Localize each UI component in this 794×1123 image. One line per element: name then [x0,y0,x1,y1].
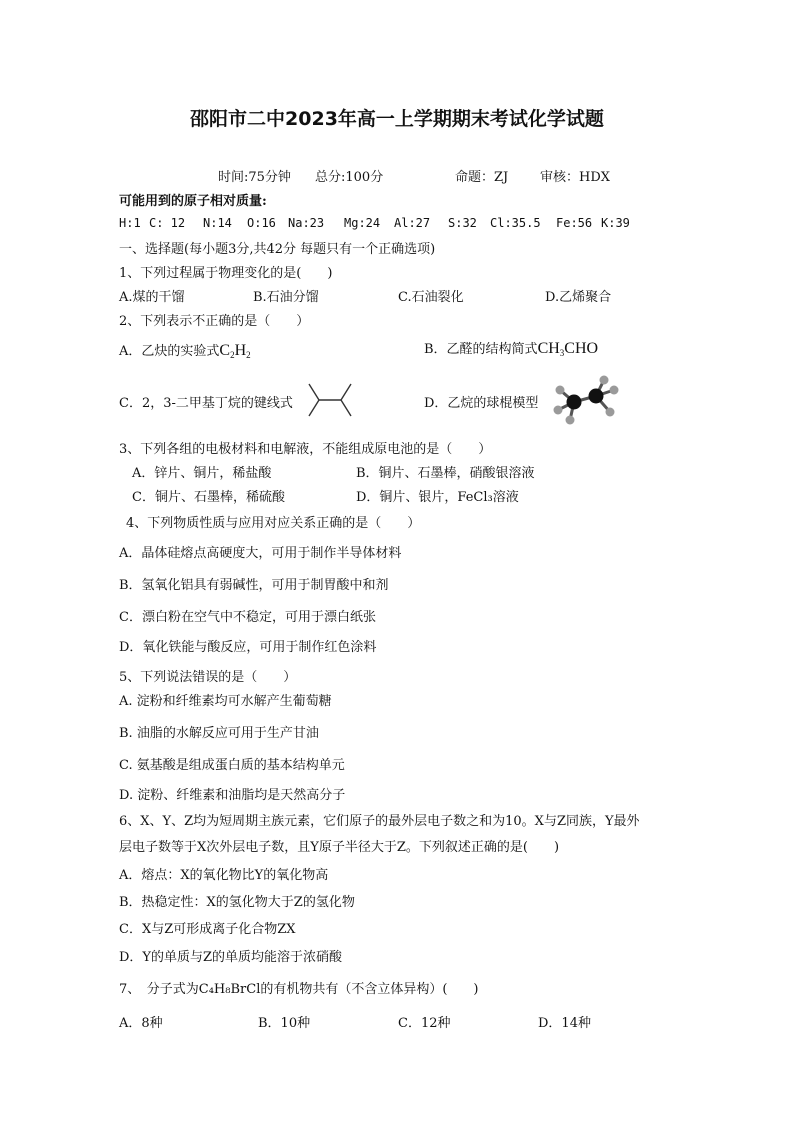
q3-option-b: B．铜片、石墨棒，硝酸银溶液 [356,466,535,481]
q7-stem: 7、 分子式为C₄H₈BrCl的有机物共有（不含立体异构）( ) [119,982,479,997]
q2-option-a [119,340,251,360]
q6-option-c: C．X与Z可形成离子化合物ZX [119,922,296,937]
q6-stem-line2: 层电子数等于X次外层电子数，且Y原子半径大于Z。下列叙述正确的是( ) [119,840,560,855]
acetaldehyde-formula: $CH_3CHO$ [537,340,599,358]
q2-option-b-text: B．乙醛的结构简式 [424,342,538,357]
q5-stem: 5、下列说法错误的是（ ） [119,670,297,685]
q4-option-b: B．氢氧化铝具有弱碱性，可用于制胃酸中和剂 [119,578,389,593]
q7-option-a: A．8种 [119,1016,163,1031]
q3-option-a: A．锌片、铜片，稀盐酸 [132,466,272,481]
q2-option-d-text: D．乙烷的球棍模型 [424,396,539,411]
mass-n: N:14 [203,216,232,230]
page-title: 邵阳市二中2023年高一上学期期末考试化学试题 [190,108,604,130]
q1-option-b: B.石油分馏 [253,290,319,305]
q5-option-a: A. 淀粉和纤维素均可水解产生葡萄糖 [119,694,332,709]
ethyne-formula: $C_2H_2$ [219,342,251,360]
mass-s: S:32 [448,216,477,230]
q7-option-b: B．10种 [258,1016,311,1031]
q7-option-c: C．12种 [398,1016,451,1031]
q6-option-d: D．Y的单质与Z的单质均能溶于浓硝酸 [119,950,343,965]
exam-author: 命题：ZJ [455,170,509,185]
q1-option-c: C.石油裂化 [398,290,464,305]
q3-stem: 3、下列各组的电极材料和电解液，不能组成原电池的是（ ） [119,442,492,457]
skeletal-formula-diagram [305,382,357,418]
q1-option-a: A.煤的干馏 [119,290,185,305]
q4-stem: 4、下列物质性质与应用对应关系正确的是（ ） [126,516,421,531]
q5-option-c: C. 氨基酸是组成蛋白质的基本结构单元 [119,758,345,773]
mass-h: H:1 [119,216,141,230]
q6-option-b: B．热稳定性：X的氢化物大于Z的氢化物 [119,895,355,910]
q2-option-b [424,338,598,358]
q6-option-a: A．熔点：X的氧化物比Y的氧化物高 [119,868,329,883]
q7-option-d: D．14种 [538,1016,591,1031]
mass-al: Al:27 [394,216,431,230]
exam-reviewer: 审核：HDX [540,170,611,185]
mass-cl: Cl:35.5 [490,216,541,230]
q2-option-a-text: A．乙炔的实验式 [119,344,220,359]
mass-fe: Fe:56 [556,216,593,230]
q5-option-d: D. 淀粉、纤维素和油脂均是天然高分子 [119,788,346,803]
q2-stem: 2、下列表示不正确的是（ ） [119,314,310,329]
q4-option-c: C．漂白粉在空气中不稳定，可用于漂白纸张 [119,610,376,625]
ball-stick-model [548,372,628,430]
q4-option-d: D．氧化铁能与酸反应，可用于制作红色涂料 [119,640,377,655]
exam-time: 时间:75分钟 [218,170,291,185]
mass-mg: Mg:24 [344,216,381,230]
mass-k: K:39 [601,216,630,230]
q1-stem: 1、下列过程属于物理变化的是( ) [119,266,333,281]
mass-c: C: 12 [149,216,186,230]
q5-option-b: B. 油脂的水解反应可用于生产甘油 [119,726,319,741]
mass-na: Na:23 [288,216,325,230]
section-heading: 一、选择题(每小题3分,共42分 每题只有一个正确选项) [119,242,436,257]
mass-o: O:16 [247,216,276,230]
q3-option-d: D．铜片、银片，FeCl₃溶液 [356,490,519,505]
q4-option-a: A．晶体硅熔点高硬度大，可用于制作半导体材料 [119,546,402,561]
atomic-mass-label: 可能用到的原子相对质量: [119,194,267,209]
q6-stem-line1: 6、X、Y、Z均为短周期主族元素，它们原子的最外层电子数之和为10。X与Z同族，Y最外 [119,814,640,829]
q1-option-d: D.乙烯聚合 [545,290,612,305]
q2-option-c-text: C．2，3-二甲基丁烷的键线式 [119,396,293,411]
q3-option-c: C．铜片、石墨棒，稀硫酸 [132,490,285,505]
total-score: 总分:100分 [315,170,384,185]
